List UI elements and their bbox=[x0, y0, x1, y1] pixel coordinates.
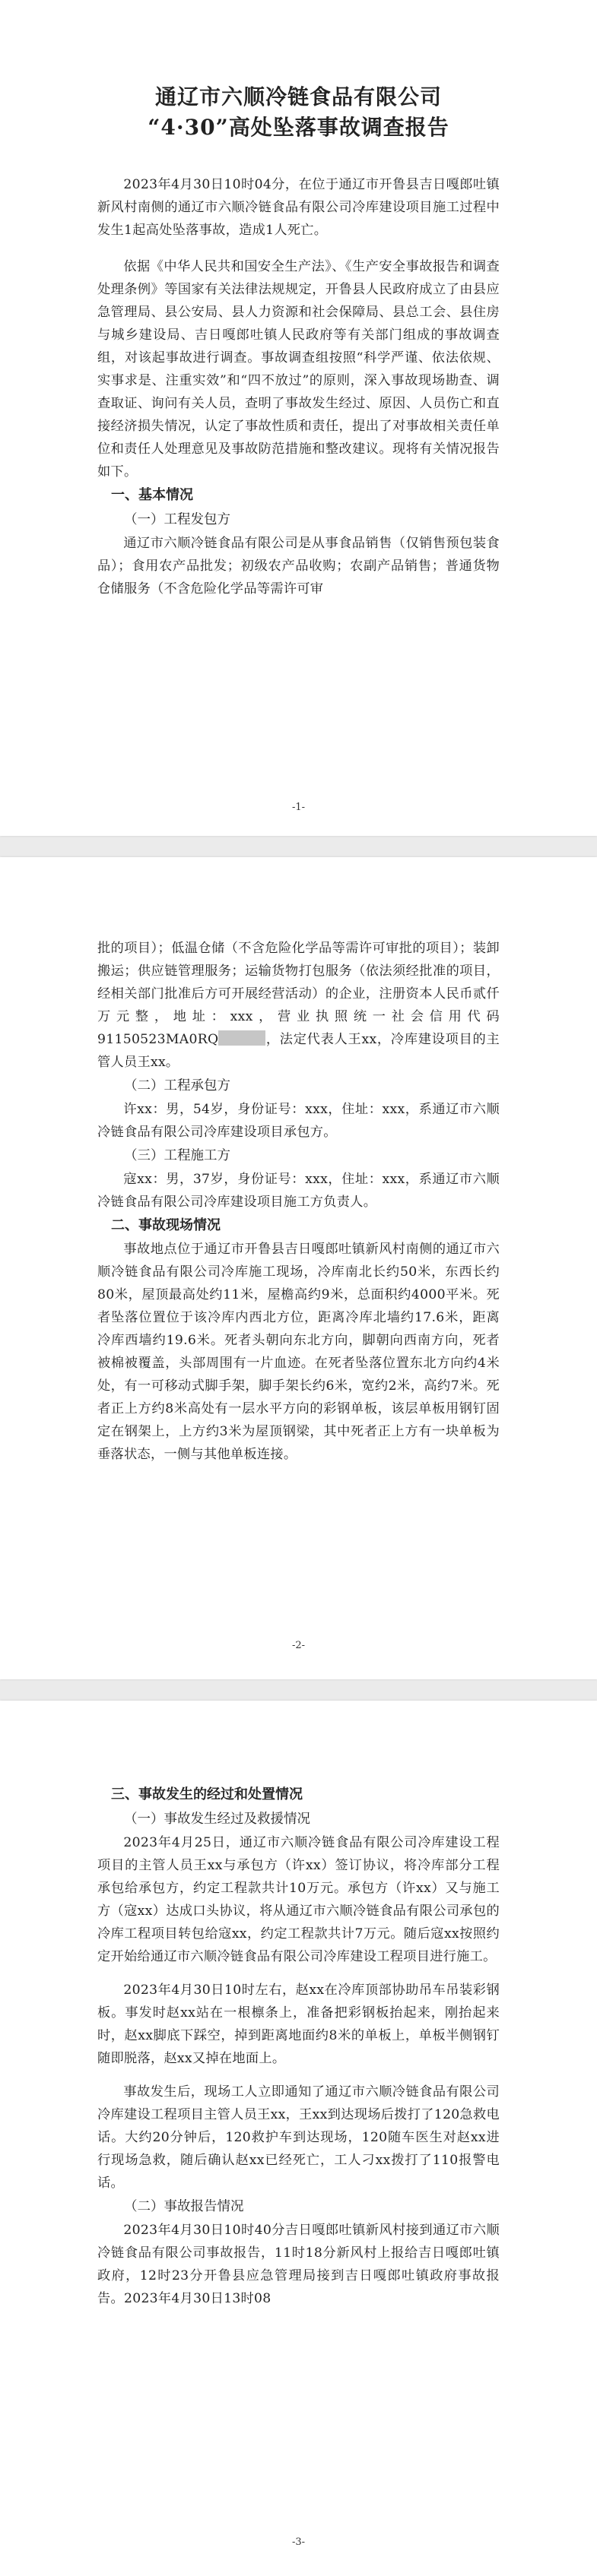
rescue-paragraph: 事故发生后，现场工人立即通知了通辽市六顺冷链食品有限公司冷库建设工程项目主管人员王xx，王xx到达现场后拨打了120急救电话。大约20分钟后，120救护车到达现场，120随车医生对赵xx进行现场急救，随后确认赵xx已经死亡，工人刁xx拨打了110报警电话。 bbox=[97, 2084, 500, 2191]
subsection-heading-contractor: （一）工程发包方 bbox=[124, 512, 230, 527]
page-number: -3- bbox=[291, 2536, 306, 2548]
page-number: -2- bbox=[291, 1640, 306, 1651]
accident-paragraph: 2023年4月30日10时左右，赵xx在冷库顶部协助吊车吊装彩钢板。事发时赵xx站在一根檩条上，准备把彩钢板抬起来，刚抬起来时，赵xx脚底下踩空，掉到距离地面约8米的单板上，单板半侧钢钉随即脱落，赵xx又掉在地面上。 bbox=[97, 1983, 500, 2066]
intro-paragraph: 2023年4月30日10时04分，在位于通辽市开鲁县吉日嘎郎吐镇新风村南侧的通辽市六顺冷链食品有限公司冷库建设项目施工过程中发生1起高处坠落事故，造成1人死亡。 bbox=[97, 177, 500, 238]
section-heading-basic-info: 一、基本情况 bbox=[111, 487, 193, 503]
scene-paragraph: 事故地点位于通辽市开鲁县吉日嘎郎吐镇新风村南侧的通辽市六顺冷链食品有限公司冷库施工现场，冷库南北长约50米，东西长约80米，屋顶最高处约11米，屋檐高约9米，总面积约4000平米。死者坠落位置位于该冷库内西北方位，距离冷库北墙约17.6米，距离冷库西墙约19.6米。死者头朝向东北方向，脚朝向西南方向，死者被棉被覆盖，头部周围有一片血迹。在死者坠落位置东北方向约4米处，有一可移动式脚手架，脚手架长约6米，宽约2米，高约7米。死者正上方约8米高处有一层水平方向的彩钢单板，该层单板用钢钉固定在钢架上，上方约3米为屋顶钢梁，其中死者正上方有一块单板为垂落状态，一侧与其他单板连接。 bbox=[97, 1242, 500, 1462]
report-title-company: 通辽市六顺冷链食品有限公司 bbox=[154, 84, 442, 109]
document-page-2 bbox=[0, 857, 597, 1679]
page-number: -1- bbox=[291, 802, 306, 813]
contractor-text-a: 批的项目）；低温仓储（不含危险化学品等需许可审批的项目）；装卸搬运；供应链管理服务；运输货物打包服务（依法须经批准的项目，经相关部门批准后方可开展经营活动）的企业，注册资本人民币贰仟万元整，地址：xxx，营业执照统一社会信用代码91150523MA0RQ bbox=[97, 941, 500, 1047]
investigation-basis-paragraph: 依据《中华人民共和国安全生产法》、《生产安全事故报告和调查处理条例》等国家有关法律法规规定，开鲁县人民政府成立了由县应急管理局、县公安局、县人力资源和社会保障局、县总工会、县住房与城乡建设局、吉日嘎郎吐镇人民政府等有关部门组成的事故调查组，对该起事故进行调查。事故调查组按照“科学严谨、依法依规、实事求是、注重实效”和“四不放过”的原则，深入事故现场勘查、调查取证、询问有关人员，查明了事故发生经过、原因、人员伤亡和直接经济损失情况，认定了事故性质和责任，提出了对事故相关责任单位和责任人处理意见及事故防范措施和整改建议。现将有关情况报告如下。 bbox=[97, 259, 500, 479]
report-paragraph: 2023年4月30日10时40分吉日嘎郎吐镇新风村接到通辽市六顺冷链食品有限公司事故报告，11时18分新风村上报给吉日嘎郎吐镇政府，12时23分开鲁县应急管理局接到吉日嘎郎吐镇政府事故报告。2023年4月30日13时08 bbox=[97, 2223, 500, 2306]
subsection-heading-builder: （三）工程施工方 bbox=[124, 1148, 230, 1163]
section-heading-scene: 二、事故现场情况 bbox=[111, 1217, 221, 1233]
document-page-3 bbox=[0, 1701, 597, 2576]
contractee-paragraph: 许xx：男，54岁，身份证号：xxx，住址：xxx，系通辽市六顺冷链食品有限公司冷库建设项目承包方。 bbox=[97, 1102, 500, 1140]
agreement-paragraph: 2023年4月25日，通辽市六顺冷链食品有限公司冷库建设工程项目的主管人员王xx与承包方（许xx）签订协议，将冷库部分工程承包给承包方，约定工程款共计10万元。承包方（许xx）又与施工方（寇xx）达成口头协议，将从通辽市六顺冷链食品有限公司承包的冷库工程项目转包给寇xx，约定工程款共计7万元。随后寇xx按照约定开始给通辽市六顺冷链食品有限公司冷库建设工程项目进行施工。 bbox=[97, 1835, 500, 1964]
document-page-1 bbox=[0, 0, 597, 836]
builder-paragraph: 寇xx：男，37岁，身份证号：xxx，住址：xxx，系通辽市六顺冷链食品有限公司冷库建设项目施工方负责人。 bbox=[97, 1172, 500, 1210]
subsection-heading-contractee: （二）工程承包方 bbox=[124, 1078, 230, 1093]
contractor-paragraph-continued bbox=[97, 937, 500, 1074]
subsection-heading-accident-rescue: （一）事故发生经过及救援情况 bbox=[124, 1812, 310, 1827]
contractor-paragraph: 通辽市六顺冷链食品有限公司是从事食品销售（仅销售预包装食品）；食用农产品批发；初级农产品收购；农副产品销售；普通货物仓储服务（不含危险化学品等需许可审 bbox=[97, 536, 500, 597]
subsection-heading-report: （二）事故报告情况 bbox=[124, 2199, 244, 2214]
section-heading-process: 三、事故发生的经过和处置情况 bbox=[111, 1786, 303, 1802]
report-title-incident: “4·30”高处坠落事故调查报告 bbox=[148, 115, 449, 140]
contractor-text-b: ，法定代表人王xx，冷库建设项目的主管人员王xx。 bbox=[97, 1032, 500, 1070]
redaction-block bbox=[218, 1030, 265, 1046]
